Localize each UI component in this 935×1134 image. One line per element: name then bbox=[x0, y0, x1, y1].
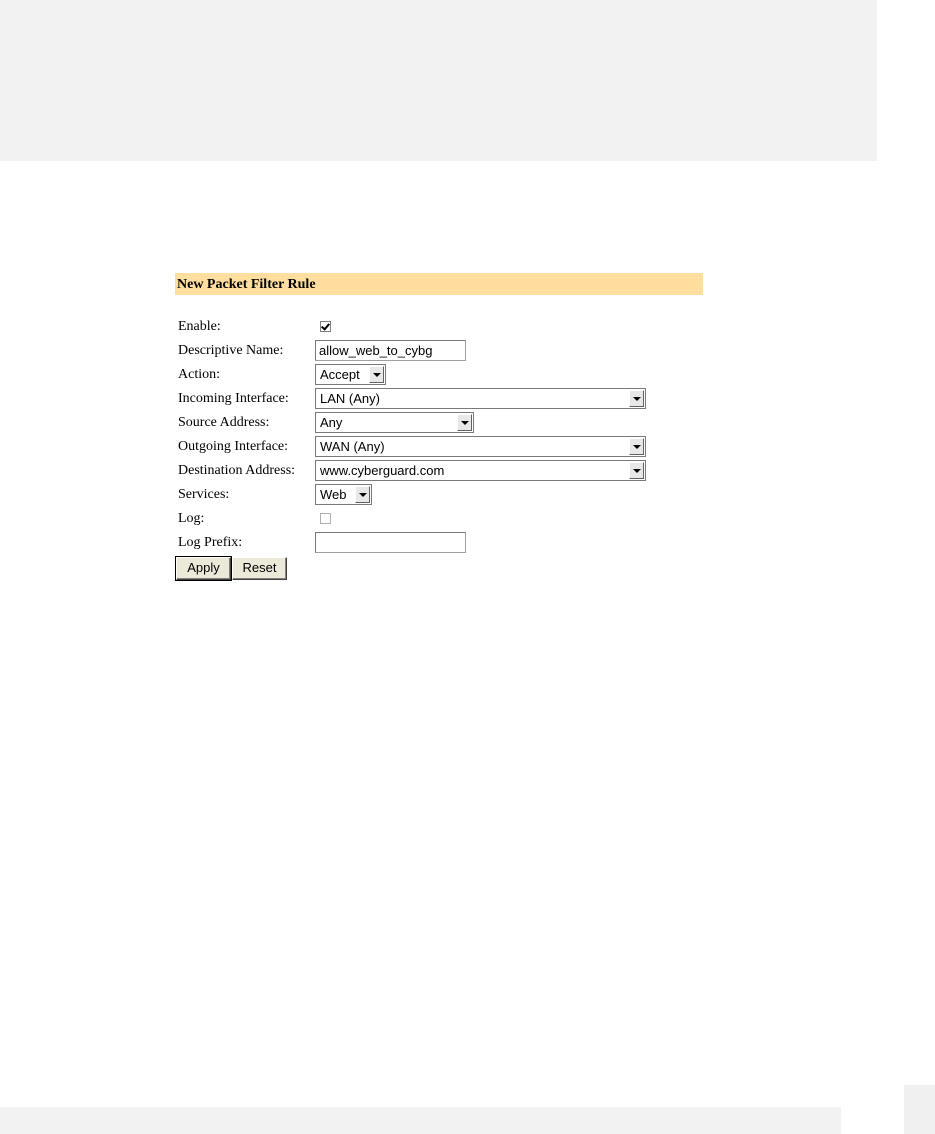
incoming-interface-label: Incoming Interface: bbox=[178, 391, 289, 406]
bottom-gray-band bbox=[0, 1107, 841, 1134]
chevron-down-icon[interactable] bbox=[457, 414, 472, 431]
services-select[interactable] bbox=[315, 484, 372, 505]
chevron-down-icon[interactable] bbox=[369, 366, 384, 383]
log-label: Log: bbox=[178, 511, 205, 526]
log-prefix-label: Log Prefix: bbox=[178, 535, 243, 550]
packet-filter-form bbox=[175, 273, 703, 575]
descriptive-name-input[interactable]: allow_web_to_cybg bbox=[315, 340, 466, 361]
chevron-down-icon[interactable] bbox=[629, 390, 644, 407]
destination-address-select[interactable] bbox=[315, 460, 646, 481]
log-prefix-input[interactable] bbox=[315, 532, 466, 553]
action-select[interactable] bbox=[315, 364, 386, 385]
destination-address-value: www.cyberguard.com bbox=[320, 463, 445, 478]
row-action bbox=[175, 363, 360, 387]
apply-button[interactable]: Apply bbox=[176, 557, 231, 580]
descriptive-name-label: Descriptive Name: bbox=[178, 343, 284, 358]
action-label: Action: bbox=[178, 367, 220, 382]
row-services bbox=[175, 483, 347, 507]
incoming-interface-value: LAN (Any) bbox=[320, 391, 380, 406]
top-gray-band bbox=[0, 0, 877, 161]
source-address-select[interactable] bbox=[315, 412, 474, 433]
panel-title: New Packet Filter Rule bbox=[175, 273, 703, 295]
incoming-interface-select[interactable] bbox=[315, 388, 646, 409]
corner-gray-block bbox=[904, 1085, 935, 1134]
row-destination-address bbox=[175, 459, 506, 483]
enable-label: Enable: bbox=[178, 319, 221, 334]
action-select-value: Accept bbox=[320, 367, 360, 382]
chevron-down-icon[interactable] bbox=[355, 486, 370, 503]
reset-button[interactable]: Reset bbox=[232, 557, 287, 580]
row-outgoing-interface bbox=[175, 435, 506, 459]
outgoing-interface-label: Outgoing Interface: bbox=[178, 439, 289, 454]
chevron-down-icon[interactable] bbox=[629, 462, 644, 479]
log-checkbox[interactable] bbox=[320, 513, 331, 524]
source-address-label: Source Address: bbox=[178, 415, 270, 430]
row-source-address bbox=[175, 411, 343, 435]
outgoing-interface-select[interactable] bbox=[315, 436, 646, 457]
services-label: Services: bbox=[178, 487, 230, 502]
source-address-value: Any bbox=[320, 415, 343, 430]
enable-checkbox[interactable] bbox=[320, 321, 331, 332]
row-incoming-interface bbox=[175, 387, 506, 411]
destination-address-label: Destination Address: bbox=[178, 463, 296, 478]
services-value: Web bbox=[320, 487, 347, 502]
outgoing-interface-value: WAN (Any) bbox=[320, 439, 385, 454]
chevron-down-icon[interactable] bbox=[629, 438, 644, 455]
